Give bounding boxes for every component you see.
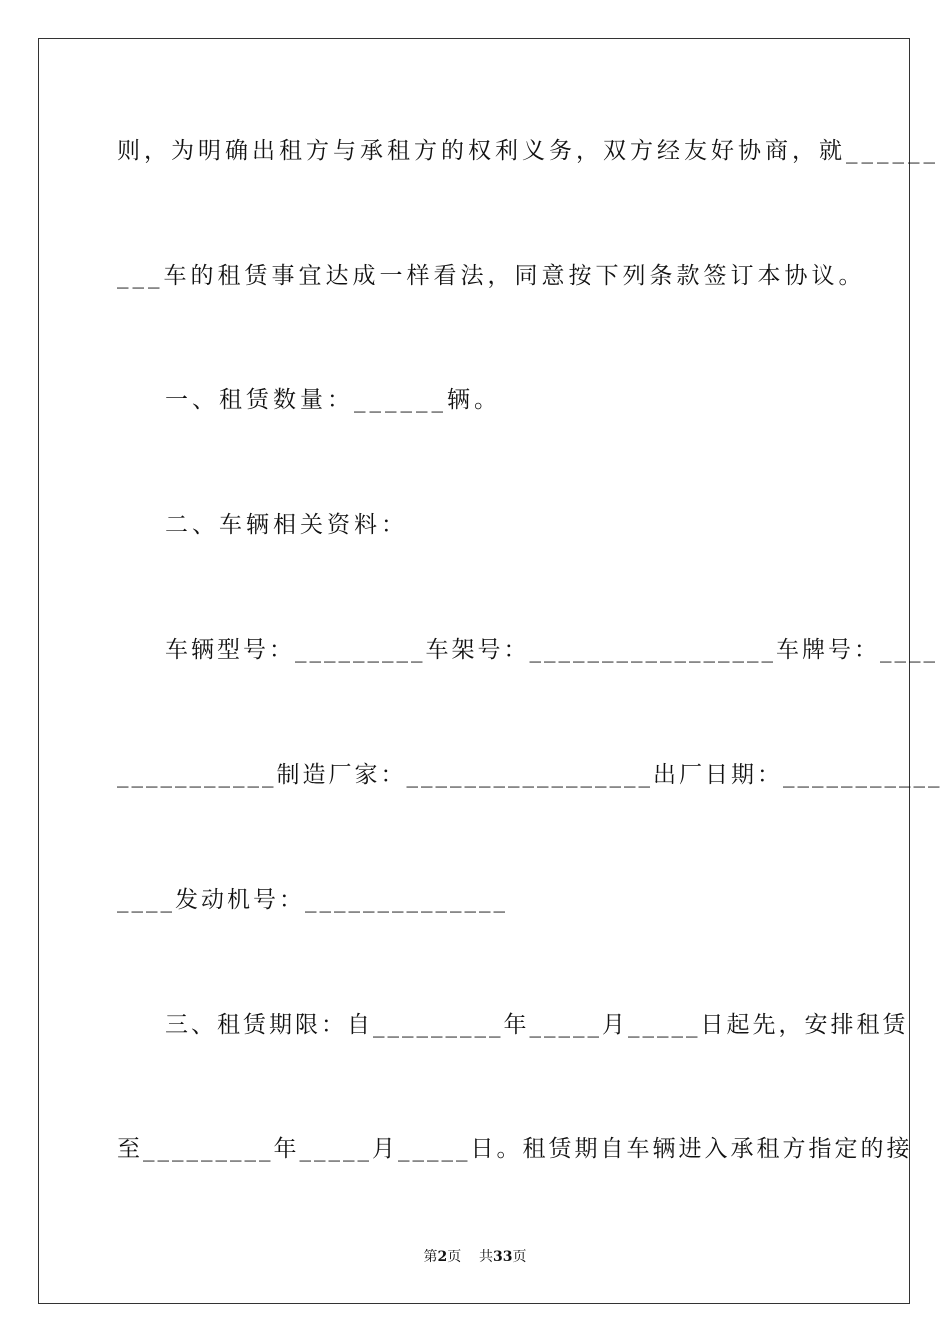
footer-page-total: 33 [493, 1249, 513, 1265]
section-2-vehicle-info-heading: 二、车辆相关资料： [165, 512, 408, 538]
section-3-rental-period: 三、租赁期限：自_________年_____月_____日起先，安排租赁 [165, 1012, 909, 1038]
section-1-rental-quantity: 一、租赁数量：______辆。 [165, 387, 501, 413]
footer-total-suffix: 页 [512, 1249, 527, 1265]
rental-period-end-line: 至_________年_____月_____日。租赁期自车辆进入承租方指定的接 [117, 1136, 913, 1162]
footer-total-prefix: 共 [479, 1249, 494, 1265]
footer-page-current: 2 [437, 1249, 448, 1265]
footer-page-suffix: 页 [447, 1249, 462, 1265]
page-frame [38, 38, 943, 1304]
footer-page-prefix: 第 [423, 1249, 438, 1265]
paragraph-line-1: 则，为明确出租方与承租方的权利义务，双方经友好协商，就______ [117, 138, 939, 164]
page-footer [0, 1248, 950, 1266]
manufacturer-line: ___________制造厂家：_________________出厂日期：___________ [117, 762, 943, 788]
paragraph-line-2: ___车的租赁事宜达成一样看法，同意按下列条款签订本协议。 [117, 263, 866, 289]
vehicle-model-line: 车辆型号：_________车架号：_________________车牌号：____ [165, 637, 938, 663]
engine-number-line: ____发动机号：______________ [117, 887, 508, 913]
